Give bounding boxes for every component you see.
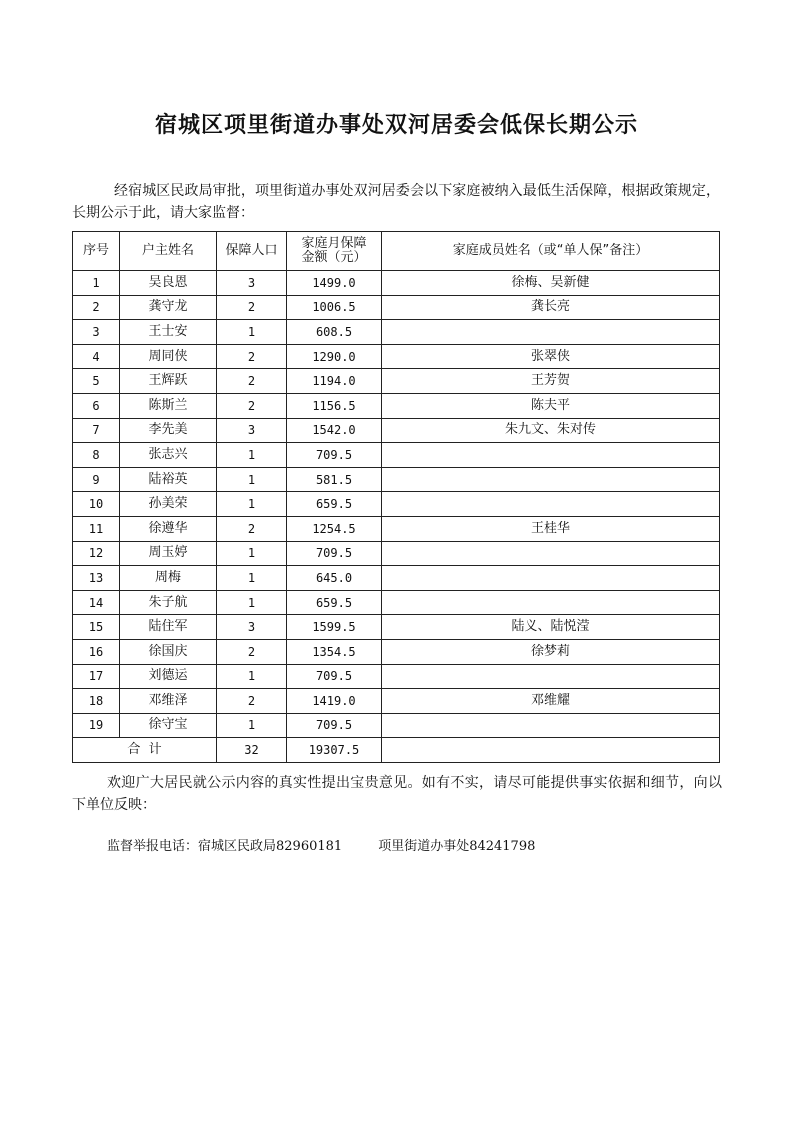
total-count: 32: [217, 738, 287, 763]
row-amount: 659.5: [287, 492, 382, 517]
row-index: 4: [73, 344, 120, 369]
row-members: [382, 590, 720, 615]
row-index: 15: [73, 615, 120, 640]
row-count: 2: [217, 516, 287, 541]
table-row: [73, 516, 720, 541]
row-count: 1: [217, 443, 287, 468]
table-row: [73, 590, 720, 615]
row-head-name: 徐守宝: [120, 713, 217, 738]
row-members: 朱九文、朱对传: [382, 418, 720, 443]
row-members: 徐梅、吴新健: [382, 271, 720, 296]
row-amount: 659.5: [287, 590, 382, 615]
row-index: 11: [73, 516, 120, 541]
table-row: [73, 689, 720, 714]
row-members: [382, 443, 720, 468]
row-count: 1: [217, 541, 287, 566]
row-members: 陈夫平: [382, 393, 720, 418]
row-head-name: 陆住军: [120, 615, 217, 640]
row-count: 3: [217, 615, 287, 640]
row-count: 1: [217, 664, 287, 689]
row-index: 6: [73, 393, 120, 418]
row-index: 18: [73, 689, 120, 714]
row-amount: 1354.5: [287, 639, 382, 664]
row-index: 16: [73, 639, 120, 664]
row-index: 10: [73, 492, 120, 517]
table-row: [73, 393, 720, 418]
footer-paragraph: 欢迎广大居民就公示内容的真实性提出宝贵意见。如有不实，请尽可能提供事实依据和细节，向以下单位反映：: [72, 775, 722, 813]
row-members: 张翠侠: [382, 344, 720, 369]
row-members: 王桂华: [382, 516, 720, 541]
header-amount-line2: 金额（元）: [301, 250, 367, 265]
table-row: [73, 369, 720, 394]
row-members: 徐梦莉: [382, 639, 720, 664]
row-head-name: 李先美: [120, 418, 217, 443]
row-count: 1: [217, 566, 287, 591]
row-members: [382, 664, 720, 689]
table-row: [73, 295, 720, 320]
row-head-name: 徐遵华: [120, 516, 217, 541]
row-index: 19: [73, 713, 120, 738]
row-index: 14: [73, 590, 120, 615]
row-head-name: 周玉婷: [120, 541, 217, 566]
row-amount: 1006.5: [287, 295, 382, 320]
table-row: [73, 492, 720, 517]
table-row: [73, 443, 720, 468]
row-count: 3: [217, 271, 287, 296]
row-head-name: 孙美荣: [120, 492, 217, 517]
row-index: 13: [73, 566, 120, 591]
report-phone-civil-affairs: 宿城区民政局82960181: [198, 839, 343, 854]
row-members: [382, 566, 720, 591]
row-amount: 709.5: [287, 443, 382, 468]
table-row: [73, 418, 720, 443]
row-index: 12: [73, 541, 120, 566]
table-row: [73, 344, 720, 369]
row-index: 9: [73, 467, 120, 492]
table-row: [73, 713, 720, 738]
row-members: 陆义、陆悦滢: [382, 615, 720, 640]
table-row: [73, 664, 720, 689]
row-index: 3: [73, 320, 120, 345]
header-members: 家庭成员姓名（或“单人保”备注）: [382, 232, 720, 271]
row-amount: 608.5: [287, 320, 382, 345]
row-count: 1: [217, 713, 287, 738]
row-index: 5: [73, 369, 120, 394]
row-members: [382, 713, 720, 738]
row-members: [382, 467, 720, 492]
table-row: [73, 615, 720, 640]
row-amount: 1156.5: [287, 393, 382, 418]
row-amount: 1599.5: [287, 615, 382, 640]
table-row: [73, 271, 720, 296]
report-label: 监督举报电话：: [107, 839, 199, 854]
total-label: 合 计: [73, 738, 217, 763]
row-amount: 645.0: [287, 566, 382, 591]
row-head-name: 王士安: [120, 320, 217, 345]
table-header-row: [73, 232, 720, 271]
header-index: 序号: [73, 232, 120, 271]
row-count: 2: [217, 393, 287, 418]
row-count: 1: [217, 492, 287, 517]
row-members: 王芳贺: [382, 369, 720, 394]
row-count: 2: [217, 344, 287, 369]
page-title: 宿城区项里街道办事处双河居委会低保长期公示: [154, 113, 638, 138]
row-head-name: 张志兴: [120, 443, 217, 468]
header-head-name: 户主姓名: [120, 232, 217, 271]
row-amount: 709.5: [287, 664, 382, 689]
row-index: 7: [73, 418, 120, 443]
report-line: [107, 835, 535, 854]
row-index: 1: [73, 271, 120, 296]
row-count: 1: [217, 590, 287, 615]
row-head-name: 周同侠: [120, 344, 217, 369]
row-count: 2: [217, 639, 287, 664]
row-members: [382, 320, 720, 345]
row-members: [382, 492, 720, 517]
row-count: 2: [217, 369, 287, 394]
row-amount: 709.5: [287, 713, 382, 738]
header-amount: [287, 232, 382, 271]
total-members: [382, 738, 720, 763]
row-amount: 1499.0: [287, 271, 382, 296]
table-row: [73, 467, 720, 492]
row-head-name: 周梅: [120, 566, 217, 591]
row-amount: 1290.0: [287, 344, 382, 369]
row-amount: 1542.0: [287, 418, 382, 443]
row-count: 2: [217, 295, 287, 320]
intro-paragraph: 经宿城区民政局审批，项里街道办事处双河居委会以下家庭被纳入最低生活保障，根据政策规定，长期公示于此，请大家监督：: [72, 183, 720, 221]
row-members: [382, 541, 720, 566]
row-index: 17: [73, 664, 120, 689]
row-members: 龚长亮: [382, 295, 720, 320]
row-count: 1: [217, 467, 287, 492]
report-phone-street-office: 项里街道办事处84241798: [378, 839, 536, 854]
row-head-name: 陆裕英: [120, 467, 217, 492]
header-amount-line1: 家庭月保障: [301, 236, 367, 251]
row-index: 8: [73, 443, 120, 468]
table-row: [73, 320, 720, 345]
row-amount: 1419.0: [287, 689, 382, 714]
row-amount: 1254.5: [287, 516, 382, 541]
row-members: 邓维耀: [382, 689, 720, 714]
row-head-name: 邓维泽: [120, 689, 217, 714]
table-row: [73, 566, 720, 591]
header-count: 保障人口: [217, 232, 287, 271]
row-head-name: 王辉跃: [120, 369, 217, 394]
subsidy-table: [72, 231, 720, 763]
row-head-name: 陈斯兰: [120, 393, 217, 418]
row-count: 2: [217, 689, 287, 714]
row-count: 3: [217, 418, 287, 443]
total-amount: 19307.5: [287, 738, 382, 763]
row-amount: 1194.0: [287, 369, 382, 394]
row-head-name: 吴良恩: [120, 271, 217, 296]
table-row: [73, 541, 720, 566]
row-amount: 581.5: [287, 467, 382, 492]
table-row: [73, 639, 720, 664]
total-row: [73, 738, 720, 763]
row-index: 2: [73, 295, 120, 320]
row-head-name: 朱子航: [120, 590, 217, 615]
row-head-name: 龚守龙: [120, 295, 217, 320]
row-amount: 709.5: [287, 541, 382, 566]
row-count: 1: [217, 320, 287, 345]
row-head-name: 徐国庆: [120, 639, 217, 664]
row-head-name: 刘德运: [120, 664, 217, 689]
